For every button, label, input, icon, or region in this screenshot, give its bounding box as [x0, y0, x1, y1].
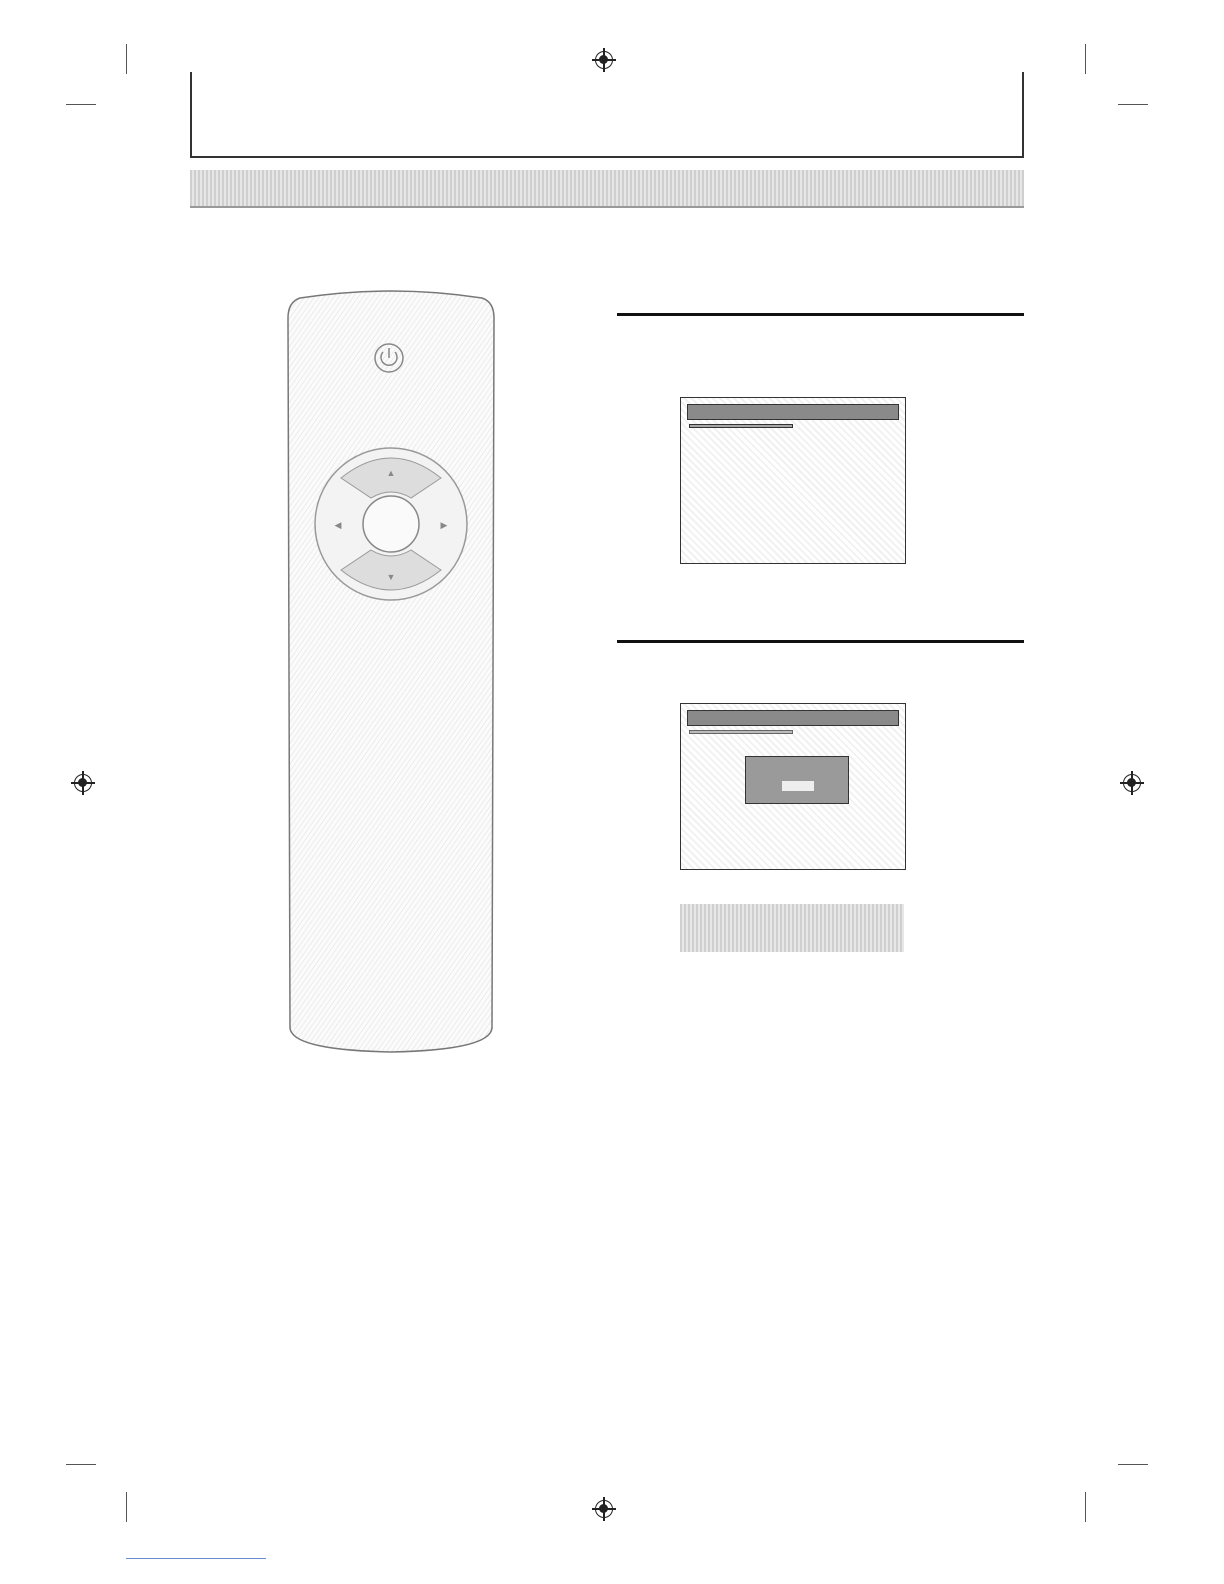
registration-mark-icon — [595, 1500, 613, 1518]
left-arrow-icon: ◀ — [334, 520, 342, 530]
step-divider — [617, 313, 1024, 316]
crop-mark — [1118, 104, 1148, 105]
osd-menu — [689, 730, 793, 734]
registration-mark-icon — [1123, 774, 1141, 792]
title-frame — [190, 72, 1024, 158]
step-divider — [617, 640, 1024, 643]
remote-control-illustration — [286, 288, 496, 1053]
down-arrow-icon: ▼ — [386, 572, 396, 582]
osd-screen — [680, 703, 906, 870]
no-option — [782, 792, 814, 801]
crop-mark — [1118, 1464, 1148, 1465]
section-bar — [190, 170, 1024, 208]
crop-mark — [126, 44, 127, 74]
yes-option — [782, 781, 814, 791]
crop-mark — [1085, 44, 1086, 74]
osd-menu — [689, 424, 793, 428]
up-arrow-icon: ▲ — [386, 468, 396, 478]
bottom-rule — [126, 1558, 266, 1559]
crop-mark — [1085, 1492, 1086, 1522]
osd-screen — [680, 397, 906, 564]
callout-box — [680, 904, 904, 952]
osd-header — [687, 404, 899, 420]
registration-mark-icon — [595, 51, 613, 69]
osd-header — [687, 710, 899, 726]
ok-button — [363, 496, 419, 552]
confirm-dialog — [745, 756, 849, 804]
registration-mark-icon — [74, 774, 92, 792]
crop-mark — [66, 1464, 96, 1465]
crop-mark — [66, 104, 96, 105]
crop-mark — [126, 1492, 127, 1522]
right-arrow-icon: ▶ — [440, 520, 448, 530]
